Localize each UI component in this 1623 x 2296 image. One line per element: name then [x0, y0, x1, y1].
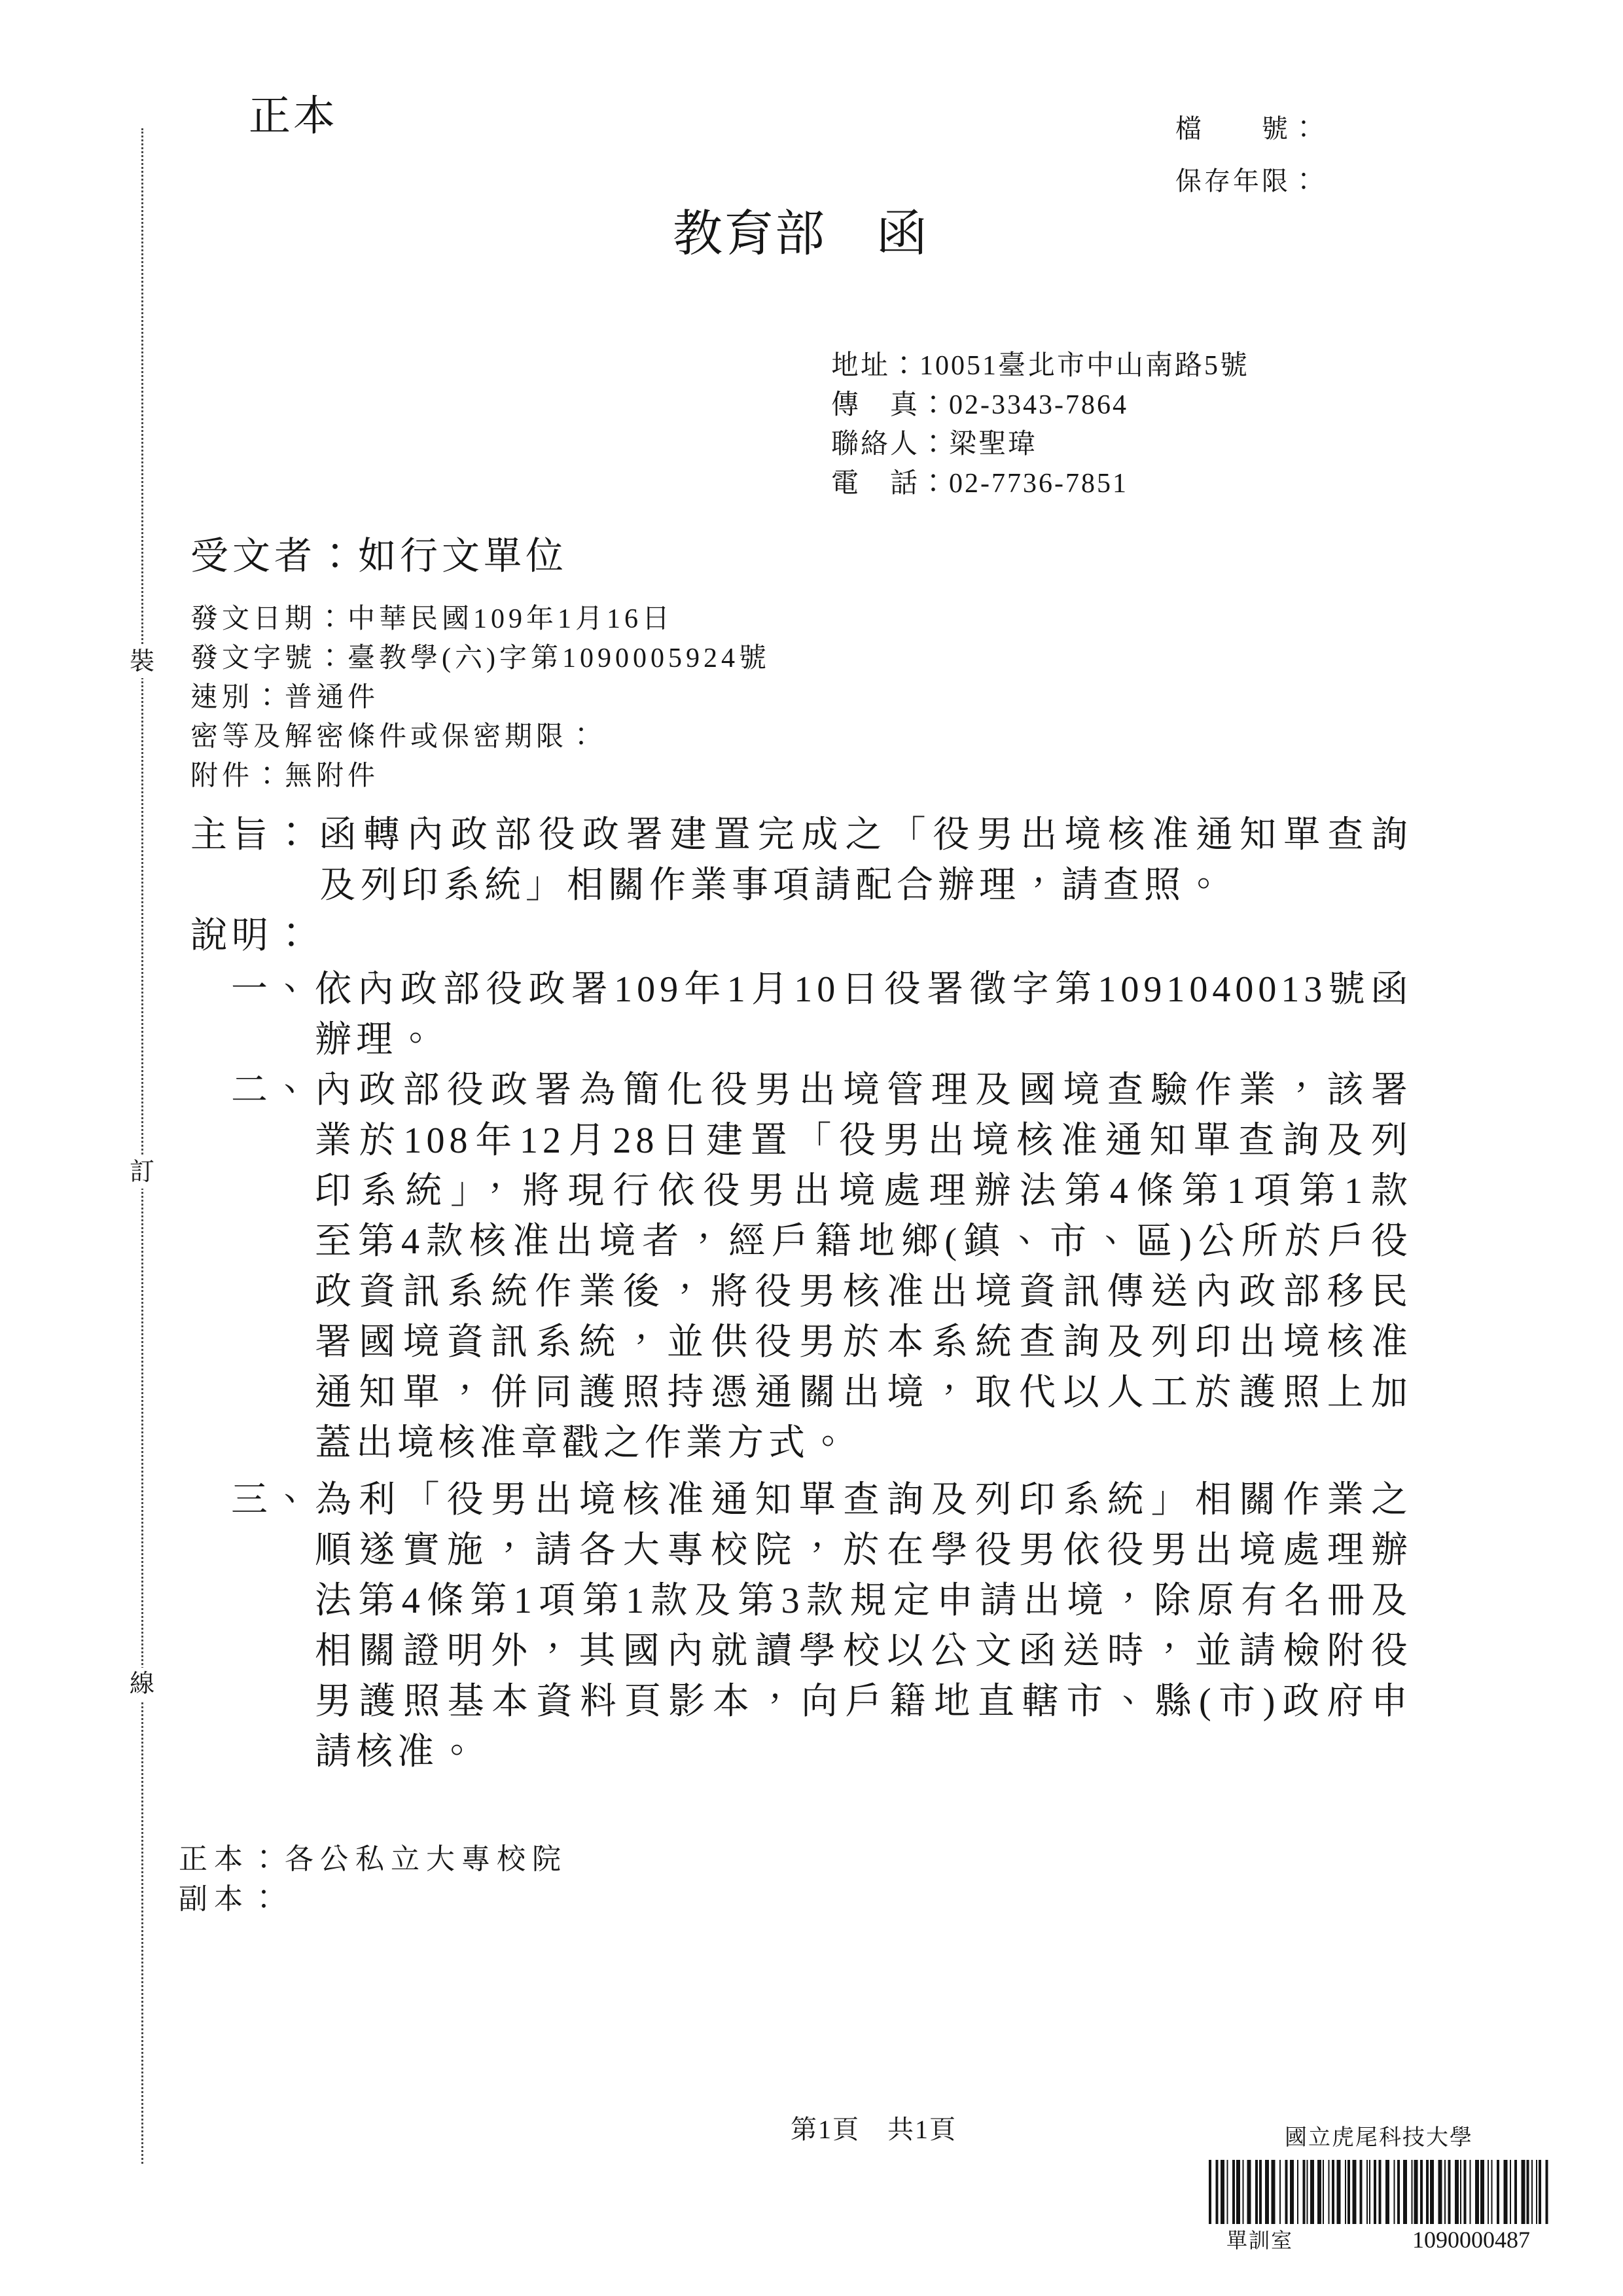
distribution-value: 各公私立大專校院	[285, 1843, 567, 1875]
receiving-institution: 國立虎尾科技大學	[1285, 2126, 1473, 2150]
recipient-value: 如行文單位	[358, 535, 568, 577]
contact-label: 電 話：	[831, 469, 950, 499]
contact-fax	[831, 386, 1249, 425]
contact-label: 聯絡人：	[831, 429, 950, 459]
item-marker: 二、	[231, 1070, 313, 1111]
item-line: 內政部役政署為簡化役男出境管理及國境查驗作業，該署	[315, 1070, 1412, 1111]
meta-label: 發文字號：	[190, 643, 348, 673]
copy-type-label: 正本	[249, 93, 338, 139]
item-line: 辦理。	[315, 1020, 438, 1060]
meta-value: 無附件	[285, 761, 380, 791]
contact-value: 02-3343-7864	[949, 390, 1128, 420]
item-line: 依內政部役政署109年1月10日役署徵字第1091040013號函	[315, 969, 1412, 1010]
recipient-label: 受文者：	[190, 535, 359, 577]
item-line: 政資訊系統作業後，將役男核准出境資訊傳送內政部移民	[315, 1272, 1412, 1312]
contact-value: 10051臺北市中山南路5號	[919, 351, 1250, 381]
distribution-original	[179, 1839, 567, 1879]
contact-value: 02-7736-7851	[949, 469, 1128, 499]
item-marker: 三、	[231, 1480, 313, 1520]
binding-mark-xian: 線	[126, 1668, 158, 1700]
item-line: 請核准。	[315, 1732, 480, 1772]
item-line: 通知單，併同護照持憑通關出境，取代以人工於護照上加	[315, 1372, 1412, 1413]
binding-mark-ding: 訂	[126, 1156, 158, 1189]
distribution-copy	[179, 1879, 567, 1919]
meta-label: 速別：	[190, 683, 285, 713]
binding-mark-zhuang: 裝	[126, 645, 158, 678]
receiving-unit: 單訓室	[1226, 2229, 1294, 2252]
item-line: 至第4款核准出境者，經戶籍地鄉(鎮、市、區)公所於戶役	[315, 1221, 1412, 1262]
meta-value: 普通件	[285, 683, 380, 713]
meta-issue-date	[190, 600, 770, 639]
meta-value: 臺教學(六)字第1090005924號	[348, 643, 770, 673]
item-line: 男護照基本資料頁影本，向戶籍地直轄市、縣(市)政府申	[315, 1681, 1412, 1722]
meta-label: 附件：	[190, 761, 285, 791]
item-line: 相關證明外，其國內就讀學校以公文函送時，並請檢附役	[315, 1631, 1412, 1672]
subject-line: 及列印系統」相關作業事項請配合辦理，請查照。	[319, 865, 1226, 906]
meta-classification	[190, 717, 770, 757]
subject-line: 函轉內政部役政署建置完成之「役男出境核准通知單查詢	[319, 815, 1412, 855]
contact-block	[831, 346, 1249, 503]
recipient	[190, 531, 567, 581]
item-line: 順遂實施，請各大專校院，於在學役男依役男出境處理辦	[315, 1530, 1412, 1571]
meta-attachments	[190, 757, 770, 796]
meta-label: 密等及解密條件或保密期限：	[190, 722, 599, 752]
item-line: 為利「役男出境核准通知單查詢及列印系統」相關作業之	[315, 1480, 1412, 1520]
item-marker: 一、	[231, 969, 313, 1010]
contact-address	[831, 346, 1249, 386]
meta-delivery-speed	[190, 678, 770, 717]
page-number: 第1頁 共1頁	[791, 2115, 957, 2144]
barcode-number: 1090000487	[1412, 2227, 1530, 2253]
explanation-label: 說明：	[190, 916, 314, 956]
subject-text	[319, 810, 1412, 911]
retention-period-label: 保存年限：	[1175, 166, 1319, 196]
contact-phone	[831, 464, 1249, 503]
contact-person	[831, 425, 1249, 464]
file-number-label: 檔 號：	[1175, 114, 1319, 143]
distribution-label: 正本：	[179, 1843, 285, 1875]
meta-document-number	[190, 639, 770, 678]
binding-dotted-line	[141, 128, 143, 2164]
distribution-label: 副本：	[179, 1883, 285, 1915]
document-type: 函	[877, 207, 928, 262]
meta-value: 中華民國109年1月16日	[348, 604, 674, 634]
barcode	[1207, 2160, 1554, 2224]
meta-label: 發文日期：	[190, 604, 348, 634]
contact-label: 地址：	[831, 351, 920, 381]
document-title	[673, 203, 928, 266]
item-line: 法第4條第1項第1款及第3款規定申請出境，除原有名冊及	[315, 1581, 1412, 1621]
item-line: 蓋出境核准章戳之作業方式。	[315, 1423, 851, 1463]
contact-label: 傳 真：	[831, 390, 950, 420]
subject-label: 主旨：	[190, 815, 314, 855]
issuing-organization: 教育部	[673, 207, 826, 262]
item-line: 印系統」，將現行依役男出境處理辦法第4條第1項第1款	[315, 1171, 1412, 1211]
document-meta	[190, 600, 770, 796]
item-line: 業於108年12月28日建置「役男出境核准通知單查詢及列	[315, 1121, 1412, 1161]
item-line: 署國境資訊系統，並供役男於本系統查詢及列印出境核准	[315, 1322, 1412, 1363]
distribution-list	[179, 1839, 567, 1919]
contact-value: 梁聖瑋	[949, 429, 1038, 459]
